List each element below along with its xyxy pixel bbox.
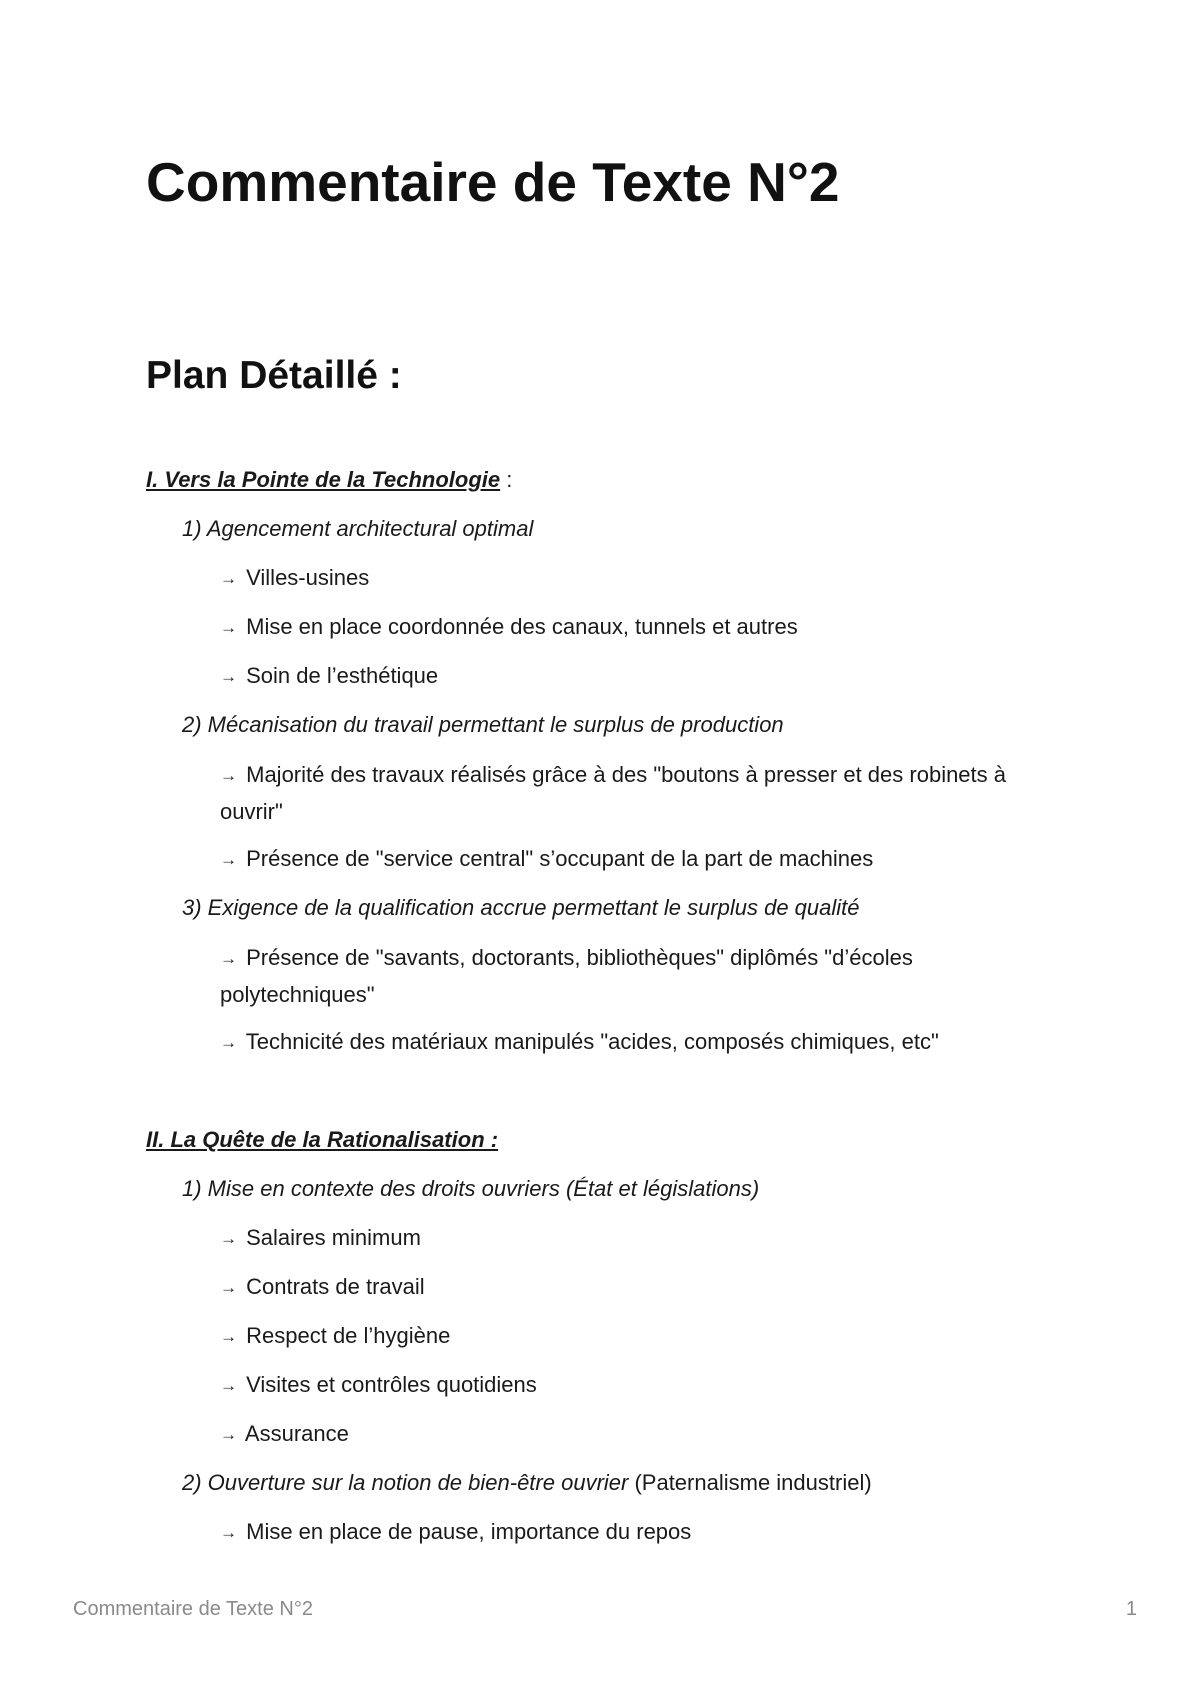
subsection-2-2-label: 2) Ouverture sur la notion de bien-être ouvrier bbox=[182, 1470, 629, 1495]
footer-title: Commentaire de Texte N°2 bbox=[73, 1598, 313, 1620]
page-number: 1 bbox=[1125, 1598, 1137, 1620]
bullet-text: Salaires minimum bbox=[246, 1225, 421, 1250]
arrow-icon: → bbox=[220, 1425, 237, 1444]
arrow-icon: → bbox=[220, 1278, 237, 1297]
bullet-2-1-1 bbox=[220, 1223, 421, 1255]
arrow-icon: → bbox=[220, 1327, 237, 1346]
bullet-text: Présence de "service central" s’occupant de la part de machines bbox=[246, 846, 874, 871]
arrow-icon: → bbox=[220, 618, 237, 637]
subsection-2-2-note: (Paternalisme industriel) bbox=[628, 1470, 872, 1495]
bullet-2-1-4 bbox=[220, 1370, 537, 1402]
bullet-text: Mise en place coordonnée des canaux, tunnels et autres bbox=[246, 614, 798, 639]
arrow-icon: → bbox=[220, 569, 237, 588]
subsection-1-3: 3) Exigence de la qualification accrue permettant le surplus de qualité bbox=[182, 895, 860, 920]
subsection-1-2: 2) Mécanisation du travail permettant le surplus de production bbox=[182, 712, 784, 737]
section-title-2-text: II. La Quête de la Rationalisation : bbox=[146, 1127, 499, 1152]
subsection-2-1: 1) Mise en contexte des droits ouvriers (État et législations) bbox=[182, 1176, 760, 1201]
bullet-text: Assurance bbox=[244, 1421, 349, 1446]
bullet-text: Majorité des travaux réalisés grâce à des "boutons à presser et des robinets à ouvrir" bbox=[220, 762, 1007, 824]
subsection-1-1: 1) Agencement architectural optimal bbox=[182, 516, 534, 541]
bullet-2-1-3 bbox=[220, 1321, 450, 1353]
bullet-2-2-1 bbox=[220, 1517, 691, 1549]
bullet-1-3-1 bbox=[220, 940, 1040, 1012]
section-title-2 bbox=[146, 1125, 498, 1155]
bullet-text: Villes-usines bbox=[246, 565, 370, 590]
arrow-icon: → bbox=[220, 1033, 237, 1052]
arrow-icon: → bbox=[220, 850, 237, 869]
section-title-1 bbox=[146, 465, 512, 495]
section-title-1-colon: : bbox=[500, 467, 513, 492]
bullet-2-1-5 bbox=[220, 1419, 349, 1451]
arrow-icon: → bbox=[220, 667, 237, 686]
bullet-text: Visites et contrôles quotidiens bbox=[246, 1372, 537, 1397]
subsection-2-2 bbox=[182, 1468, 872, 1498]
arrow-icon: → bbox=[220, 766, 237, 785]
section-title-1-text: I. Vers la Pointe de la Technologie bbox=[146, 467, 501, 492]
bullet-1-1-3 bbox=[220, 661, 438, 693]
page-title: Commentaire de Texte N°2 bbox=[146, 151, 840, 213]
arrow-icon: → bbox=[220, 949, 237, 968]
bullet-text: Mise en place de pause, importance du repos bbox=[246, 1519, 692, 1544]
bullet-text: Technicité des matériaux manipulés "acides, composés chimiques, etc" bbox=[245, 1029, 939, 1054]
bullet-text: Respect de l’hygiène bbox=[246, 1323, 451, 1348]
bullet-text: Présence de "savants, doctorants, bibliothèques" diplômés "d’écoles polytechniques" bbox=[220, 945, 913, 1007]
bullet-1-1-1 bbox=[220, 563, 369, 595]
bullet-2-1-2 bbox=[220, 1272, 425, 1304]
arrow-icon: → bbox=[220, 1376, 237, 1395]
bullet-1-2-1 bbox=[220, 757, 1040, 829]
bullet-text: Soin de l’esthétique bbox=[246, 663, 439, 688]
bullet-1-3-2 bbox=[220, 1027, 939, 1059]
bullet-text: Contrats de travail bbox=[246, 1274, 425, 1299]
arrow-icon: → bbox=[220, 1523, 237, 1542]
arrow-icon: → bbox=[220, 1229, 237, 1248]
bullet-1-1-2 bbox=[220, 612, 798, 644]
bullet-1-2-2 bbox=[220, 844, 873, 876]
plan-heading: Plan Détaillé : bbox=[146, 354, 402, 397]
